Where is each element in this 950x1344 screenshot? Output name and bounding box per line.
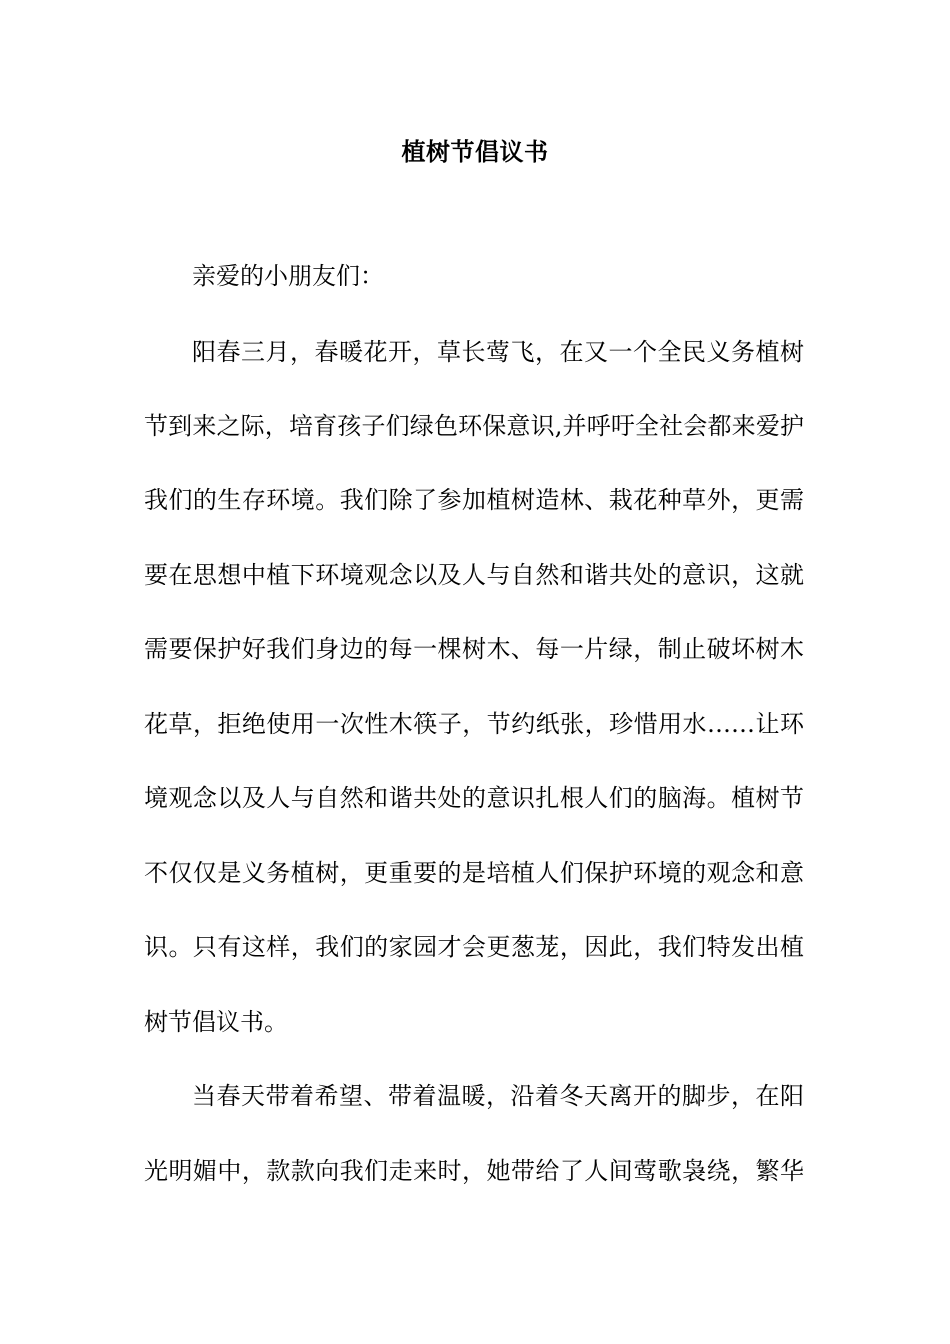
paragraph-line: 要在思想中植下环境观念以及人与自然和谐共处的意识，这就 bbox=[144, 561, 804, 589]
paragraph-line: 我们的生存环境。我们除了参加植树造林、栽花种草外，更需 bbox=[144, 486, 804, 514]
document-title: 植树节倡议书 bbox=[401, 137, 549, 166]
paragraph-line: 识。只有这样，我们的家园才会更葱茏，因此，我们特发出植 bbox=[144, 933, 804, 961]
paragraph-line: 境观念以及人与自然和谐共处的意识扎根人们的脑海。植树节 bbox=[144, 784, 804, 812]
salutation-line: 亲爱的小朋友们： bbox=[192, 262, 384, 290]
paragraph-line: 花草，拒绝使用一次性木筷子，节约纸张，珍惜用水……让环 bbox=[144, 710, 804, 738]
paragraph-line: 光明媚中，款款向我们走来时，她带给了人间莺歌袅绕，繁华 bbox=[144, 1157, 804, 1185]
paragraph-line: 不仅仅是义务植树，更重要的是培植人们保护环境的观念和意 bbox=[144, 859, 804, 887]
paragraph-line: 需要保护好我们身边的每一棵树木、每一片绿，制止破坏树木 bbox=[144, 635, 804, 663]
paragraph-line: 当春天带着希望、带着温暖，沿着冬天离开的脚步，在阳 bbox=[192, 1082, 804, 1110]
paragraph-line: 节到来之际，培育孩子们绿色环保意识,并呼吁全社会都来爱护 bbox=[144, 412, 804, 440]
paragraph-line: 树节倡议书。 bbox=[144, 1008, 288, 1036]
paragraph-line: 阳春三月，春暖花开，草长莺飞，在又一个全民义务植树 bbox=[192, 338, 804, 366]
